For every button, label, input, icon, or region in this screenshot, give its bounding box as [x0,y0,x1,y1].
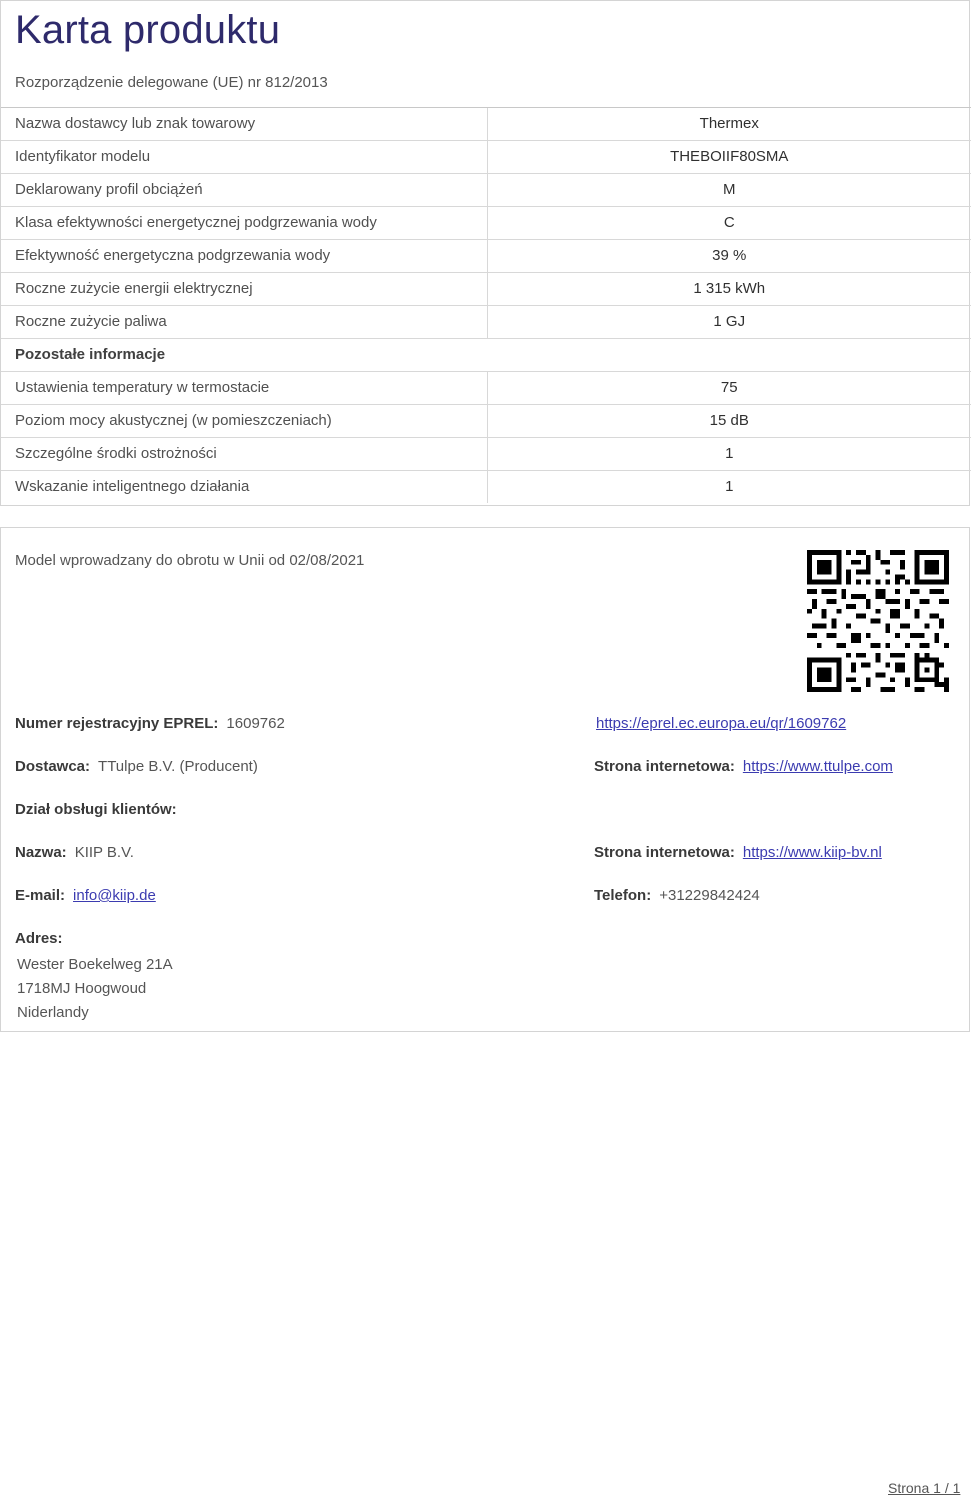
market-intro-text: Model wprowadzany do obrotu w Unii od 02/08/2021 [15,552,365,569]
table-row [1,207,971,240]
address-line: Niderlandy [17,1004,89,1021]
supplier-web-label: Strona internetowa: [594,758,735,775]
supplier-web-link[interactable]: https://www.ttulpe.com [742,758,893,775]
table-row [1,174,971,207]
spec-label: Deklarowany profil obciążeń [1,174,487,207]
spec-label: Wskazanie inteligentnego działania [1,471,487,504]
spec-value: 1 [487,471,971,504]
table-row [1,405,971,438]
spec-table [1,107,971,503]
supplier-info-panel [0,527,970,1032]
cs-web-label: Strona internetowa: [594,844,735,861]
spec-value: 1 315 kWh [487,273,971,306]
phone-label: Telefon: [594,887,652,904]
table-row [1,108,971,141]
product-card [0,0,970,506]
phone-row [594,886,760,906]
table-row [1,273,971,306]
customer-service-label: Dział obsługi klientów: [15,801,177,818]
spec-label: Nazwa dostawcy lub znak towarowy [1,108,487,141]
spec-value: 1 GJ [487,306,971,339]
spec-value: THEBOIIF80SMA [487,141,971,174]
cs-name-value: KIIP B.V. [74,844,134,861]
address-heading-row [15,929,71,949]
spec-label: Efektywność energetyczna podgrzewania wody [1,240,487,273]
page-title: Karta produktu [15,8,281,52]
table-row [1,471,971,504]
eprel-link-row [596,714,846,734]
other-info-heading: Pozostałe informacje [1,339,971,372]
spec-value: 75 [487,372,971,405]
email-label: E-mail: [15,887,66,904]
spec-label: Roczne zużycie energii elektrycznej [1,273,487,306]
spec-value: C [487,207,971,240]
address-block [17,953,173,1025]
section-header-row [1,339,971,372]
address-label: Adres: [15,930,63,947]
table-row [1,141,971,174]
table-row [1,306,971,339]
cs-name-label: Nazwa: [15,844,67,861]
address-line: 1718MJ Hoogwoud [17,980,147,997]
table-row [1,240,971,273]
table-row [1,438,971,471]
cs-name-row [15,843,134,863]
eprel-number: 1609762 [226,715,285,732]
eprel-row [15,714,285,734]
spec-label: Klasa efektywności energetycznej podgrzewania wody [1,207,487,240]
spec-value: Thermex [487,108,971,141]
supplier-name: TTulpe B.V. (Producent) [98,758,258,775]
spec-label: Szczególne środki ostrożności [1,438,487,471]
phone-value: +31229842424 [659,887,760,904]
spec-value: 39 % [487,240,971,273]
spec-value: M [487,174,971,207]
eprel-link[interactable]: https://eprel.ec.europa.eu/qr/1609762 [596,715,847,732]
email-row [15,886,156,906]
qr-code-icon[interactable] [807,550,949,692]
address-line: Wester Boekelweg 21A [17,956,173,973]
page-number: Strona 1 / 1 [888,1480,961,1496]
cs-web-link[interactable]: https://www.kiip-bv.nl [742,844,882,861]
supplier-label: Dostawca: [15,758,91,775]
supplier-row [15,757,258,777]
spec-value: 15 dB [487,405,971,438]
spec-label: Ustawienia temperatury w termostacie [1,372,487,405]
spec-value: 1 [487,438,971,471]
cs-web-row [594,843,882,863]
eprel-label: Numer rejestracyjny EPREL: [15,715,219,732]
spec-label: Identyfikator modelu [1,141,487,174]
spec-label: Poziom mocy akustycznej (w pomieszczeniach) [1,405,487,438]
spec-label: Roczne zużycie paliwa [1,306,487,339]
supplier-web-row [594,757,893,777]
email-link[interactable]: info@kiip.de [73,887,156,904]
customer-service-heading-row [15,800,185,820]
table-row [1,372,971,405]
regulation-subtitle: Rozporządzenie delegowane (UE) nr 812/2013 [15,74,328,91]
